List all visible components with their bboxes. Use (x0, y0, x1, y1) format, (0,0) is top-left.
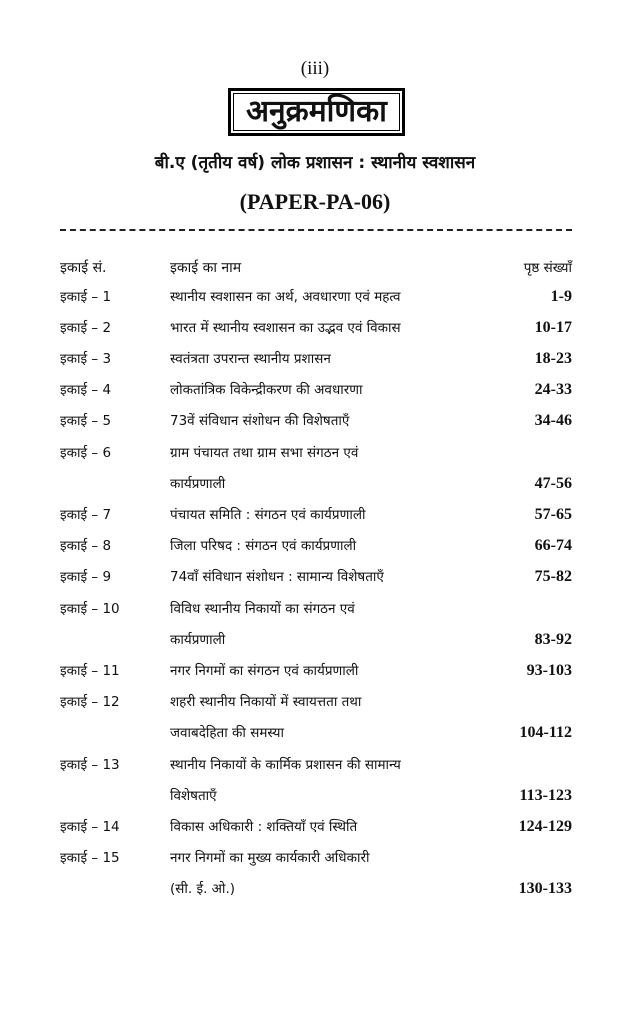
header-unit: इकाई सं. (60, 260, 107, 276)
row-unit: इकाई – 4 (60, 382, 112, 398)
row-name: (सी. ई. ओ.) (170, 881, 236, 897)
row-pages: 124-129 (518, 818, 572, 835)
table-row (60, 846, 572, 870)
row-pages: 47-56 (534, 475, 572, 492)
table-row (60, 378, 572, 402)
page-number: (iii) (300, 58, 330, 79)
table-row (60, 472, 572, 496)
row-unit: इकाई – 12 (60, 694, 120, 710)
row-name: विविध स्थानीय निकायों का संगठन एवं (170, 601, 355, 617)
table-row (60, 565, 572, 589)
row-name: स्थानीय स्वशासन का अर्थ, अवधारणा एवं महत्व (170, 289, 401, 305)
row-name: विशेषताएँ (170, 788, 217, 804)
row-pages: 66-74 (534, 537, 572, 554)
table-row (60, 877, 572, 901)
row-pages: 1-9 (550, 288, 572, 305)
table-row (60, 784, 572, 808)
row-pages: 24-33 (534, 381, 572, 398)
table-row (60, 285, 572, 309)
row-unit: इकाई – 8 (60, 538, 112, 554)
row-pages: 34-46 (534, 412, 572, 429)
row-unit: इकाई – 9 (60, 569, 112, 585)
row-pages: 130-133 (518, 880, 572, 897)
row-unit: इकाई – 13 (60, 757, 120, 773)
row-name: पंचायत समिति : संगठन एवं कार्यप्रणाली (170, 507, 366, 523)
row-unit: इकाई – 15 (60, 850, 120, 866)
row-pages: 57-65 (534, 506, 572, 523)
row-unit: इकाई – 11 (60, 663, 120, 679)
row-pages: 113-123 (519, 787, 572, 804)
row-unit: इकाई – 14 (60, 819, 120, 835)
row-unit: इकाई – 5 (60, 413, 112, 429)
table-row (60, 815, 572, 839)
row-pages: 75-82 (534, 568, 572, 585)
row-name: 73वें संविधान संशोधन की विशेषताएँ (170, 413, 350, 429)
table-row (60, 316, 572, 340)
table-row (60, 721, 572, 745)
row-unit: इकाई – 2 (60, 320, 112, 336)
row-name: कार्यप्रणाली (170, 632, 226, 648)
row-name: ग्राम पंचायत तथा ग्राम सभा संगठन एवं (170, 445, 359, 461)
table-row (60, 690, 572, 714)
table-row (60, 441, 572, 465)
row-name: शहरी स्थानीय निकायों में स्वायत्तता तथा (170, 694, 362, 710)
row-name: 74वाँ संविधान संशोधन : सामान्य विशेषताएँ (170, 569, 384, 585)
row-unit: इकाई – 6 (60, 445, 112, 461)
dashed-divider (60, 229, 572, 231)
row-unit: इकाई – 7 (60, 507, 112, 523)
header-name: इकाई का नाम (170, 260, 242, 276)
table-row (60, 597, 572, 621)
row-unit: इकाई – 3 (60, 351, 112, 367)
table-row (60, 753, 572, 777)
row-pages: 10-17 (534, 319, 572, 336)
header-pages: पृष्ठ संख्याँ (523, 260, 572, 276)
row-name: स्थानीय निकायों के कार्मिक प्रशासन की सामान्य (170, 757, 401, 773)
row-name: जिला परिषद : संगठन एवं कार्यप्रणाली (170, 538, 357, 554)
title-box (228, 88, 405, 136)
table-row (60, 534, 572, 558)
row-name: नगर निगमों का मुख्य कार्यकारी अधिकारी (170, 850, 370, 866)
table-row (60, 347, 572, 371)
row-pages: 104-112 (519, 724, 572, 741)
row-pages: 83-92 (534, 631, 572, 648)
table-row (60, 409, 572, 433)
table-row (60, 659, 572, 683)
row-name: भारत में स्थानीय स्वशासन का उद्भव एवं विकास (170, 320, 401, 336)
row-name: विकास अधिकारी : शक्तियाँ एवं स्थिति (170, 819, 358, 835)
page-title: अनुक्रमणिका (246, 94, 387, 129)
table-row (60, 503, 572, 527)
row-pages: 93-103 (526, 662, 572, 679)
row-name: जवाबदेहिता की समस्या (170, 725, 284, 741)
row-name: लोकतांत्रिक विकेन्द्रीकरण की अवधारणा (170, 382, 363, 398)
paper-code: (PAPER-PA-06) (239, 189, 391, 214)
table-row (60, 628, 572, 652)
row-unit: इकाई – 1 (60, 289, 112, 305)
table-header (60, 256, 572, 280)
row-name: नगर निगमों का संगठन एवं कार्यप्रणाली (170, 663, 359, 679)
row-name: कार्यप्रणाली (170, 476, 226, 492)
row-name: स्वतंत्रता उपरान्त स्थानीय प्रशासन (170, 351, 331, 367)
row-unit: इकाई – 10 (60, 601, 120, 617)
row-pages: 18-23 (534, 350, 572, 367)
course-subtitle: बी.ए (तृतीय वर्ष) लोक प्रशासन : स्थानीय स्वशासन (154, 153, 476, 173)
